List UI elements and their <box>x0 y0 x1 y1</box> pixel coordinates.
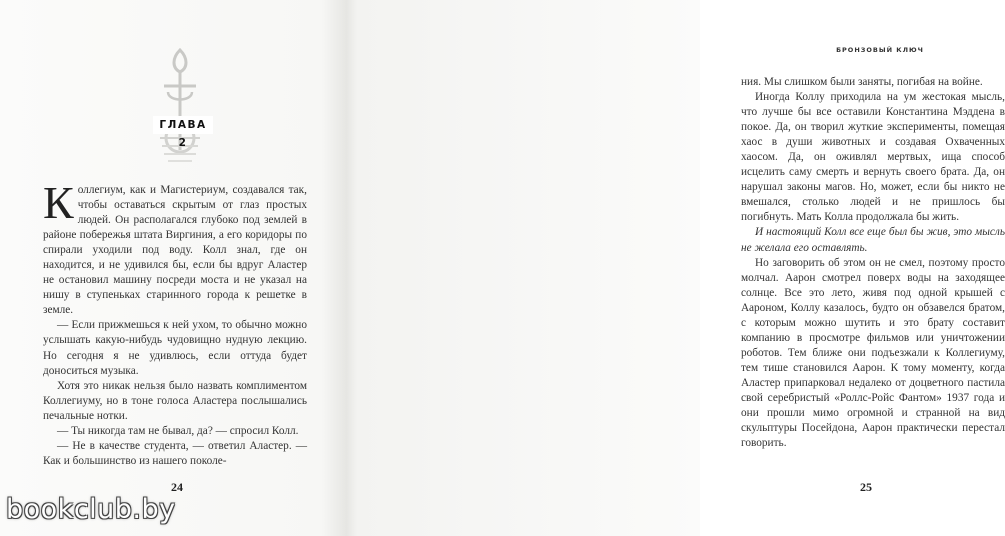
paragraph: Иногда Коллу приходила на ум жестокая мысль, что лучше бы все оставили Константина Мэддена в покое. Да, он творил жуткие эксперименты, помещая хаос в души животных и создавая Охваченных хаосом. Да, он оживлял мертвых, ища способ исцелить саму смерть и вернуть своего брата. Да, он нарушал законы магов. Но, может, если бы никто не вмешался, столько людей и не пришлось бы погибнуть. Мать Колла продолжала бы жить. <box>741 91 1005 224</box>
paragraph: — Ты никогда там не бывал, да? — спросил Колл. <box>57 424 299 437</box>
left-page <box>0 0 350 536</box>
paragraph: ния. Мы слишком были заняты, погибая на войне. <box>741 76 983 88</box>
paragraph-italic: И настоящий Колл все еще был бы жив, это мысль не желала его оставлять. <box>741 226 1005 254</box>
left-body-text <box>43 177 307 469</box>
paragraph: Коллегиум, как и Магистериум, создавался так, чтобы оставаться скрытым от глаз простых людей. Он располагался глубоко под землей в районе побережья штата Виргиния, а его коридоры по спирали уходили под воду. Колл знал, где он находится, и не удивился бы, если бы вдруг Аластер не остановил машину посреди моста и не указал на нишу в ступеньках старинного города к решетке в земле. <box>43 177 307 317</box>
paragraph: Но заговорить об этом он не смел, поэтому просто молчал. Аарон смотрел поверх воды на заходящее солнце. Все это лето, живя под одной крышей с Аароном, Коллу казалось, будто он обзавелся братом, с которым можно шутить и это брату составит компанию в просмотре фильмов или уничтожении роботов. Тем ближе они подъезжали к Коллегиуму, тем тише становился Аарон. К тому моменту, когда Аластер припарковал недалеко от доцветного пастила свой серебристый «Роллс-Ройс Фантом» 1937 года и они прошли мимо огромной и странной на вид скульптуры Посейдона, Аарон практически перестал говорить. <box>741 256 1005 450</box>
right-body-text <box>741 75 1005 451</box>
site-watermark: bookclub.by <box>6 494 176 525</box>
paragraph: — Не в качестве студента, — ответил Аластер. — Как и большинство из нашего поколе- <box>43 439 307 467</box>
page-number-left: 24 <box>171 480 183 494</box>
right-page <box>350 0 1005 536</box>
chapter-heading: ГЛАВА 2 <box>153 116 213 134</box>
paragraph: — Если прижмешься к ней ухом, то обычно можно услышать какую-нибудь чудовищно нудную лекцию. Но сегодня я не удивлюсь, если оттуда будет доноситься музыка. <box>43 319 307 377</box>
running-head: БРОНЗОВЫЙ КЛЮЧ <box>836 46 924 54</box>
paragraph: Хотя это никак нельзя было назвать комплиментом Коллегиуму, но в тоне голоса Аластера послышались печальные нотки. <box>43 379 307 422</box>
page-number-right: 25 <box>860 480 872 494</box>
drop-cap: К <box>43 177 74 228</box>
